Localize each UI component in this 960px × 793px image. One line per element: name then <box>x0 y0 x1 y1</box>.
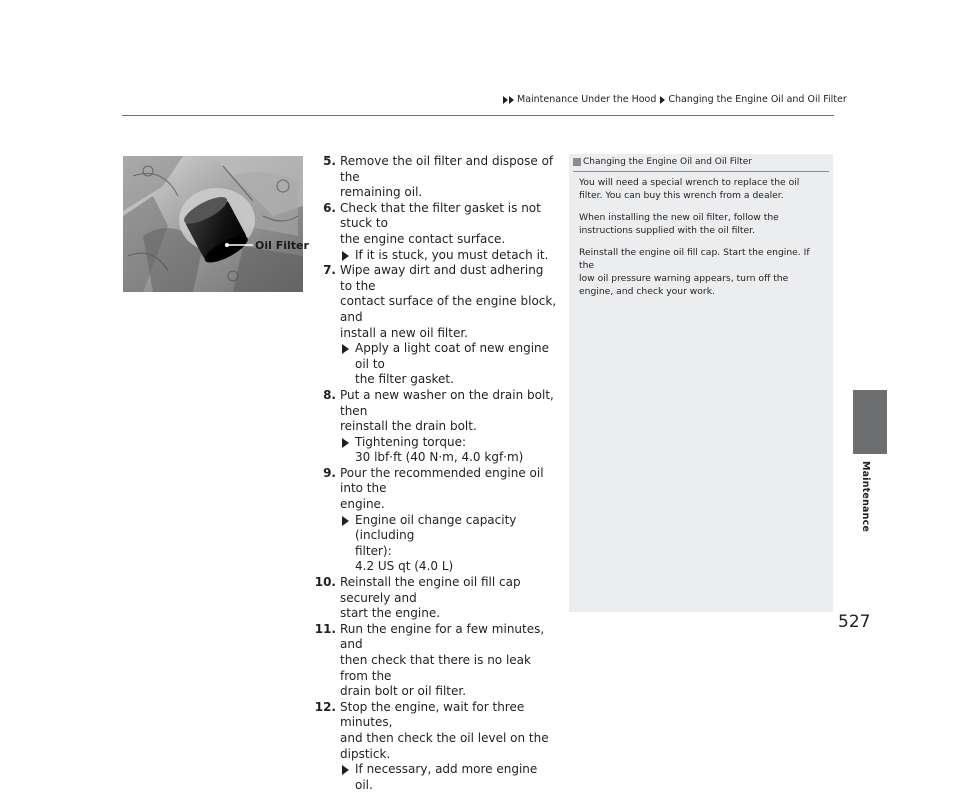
note-arrow-icon <box>342 344 349 354</box>
sidebar-body <box>579 176 827 307</box>
sidebar-text: instructions supplied with the oil filter. <box>579 225 756 236</box>
breadcrumb <box>503 94 847 105</box>
page-number: 527 <box>838 612 871 632</box>
step-text: contact surface of the engine block, and <box>340 294 557 324</box>
sidebar-note <box>569 154 833 612</box>
step-text: Wipe away dirt and dust adhering to the <box>340 263 544 293</box>
breadcrumb-section: Maintenance Under the Hood <box>517 94 657 105</box>
note-arrow-icon <box>342 765 349 775</box>
step-number: 10. <box>314 575 336 590</box>
sidebar-paragraph <box>579 176 827 202</box>
procedure-step <box>310 154 558 201</box>
step-text: Run the engine for a few minutes, and <box>340 621 545 652</box>
step-text: reinstall the drain bolt. <box>340 419 477 434</box>
step-number: 6. <box>323 200 336 215</box>
oil-filter-callout: Oil Filter <box>255 239 309 252</box>
sidebar-text: low oil pressure warning appears, turn off the <box>579 273 789 284</box>
step-note-text: 30 lbf·ft (40 N·m, 4.0 kgf·m) <box>355 450 524 465</box>
step-note <box>310 248 558 264</box>
step-text: install a new oil filter. <box>340 325 468 340</box>
breadcrumb-arrow-icon <box>660 96 665 104</box>
step-text: remaining oil. <box>340 185 423 200</box>
section-tab <box>853 390 887 454</box>
step-number: 7. <box>323 263 336 278</box>
reference-marker-icon <box>573 158 581 166</box>
step-number: 5. <box>323 154 336 168</box>
step-text: Check that the filter gasket is not stuck to <box>340 200 541 231</box>
step-note <box>310 513 558 575</box>
step-number: 9. <box>323 465 336 480</box>
sidebar-text: filter. You can buy this wrench from a dealer. <box>579 190 784 201</box>
section-tab-label: Maintenance <box>860 461 871 533</box>
procedure-steps <box>310 154 558 793</box>
step-text: and then check the oil level on the <box>340 730 549 745</box>
step-note <box>310 341 558 388</box>
procedure-step <box>310 201 558 248</box>
step-text: Pour the recommended engine oil into the <box>340 465 544 496</box>
note-arrow-icon <box>342 251 349 261</box>
procedure-step <box>310 466 558 513</box>
step-number: 11. <box>314 621 336 636</box>
sidebar-text: You will need a special wrench to replace the oil <box>579 177 800 188</box>
step-text: start the engine. <box>340 606 441 621</box>
step-text: Stop the engine, wait for three minutes, <box>340 699 525 730</box>
sidebar-title <box>573 157 752 167</box>
procedure-step <box>310 575 558 622</box>
breadcrumb-arrow-icon <box>509 96 514 104</box>
step-text: the engine contact surface. <box>340 231 506 246</box>
step-note-text: If it is stuck, you must detach it. <box>355 247 549 262</box>
procedure-step <box>310 622 558 700</box>
step-text: engine. <box>340 497 385 512</box>
step-note-text: Tightening torque: <box>355 434 466 449</box>
step-note-text: filter): <box>355 543 392 558</box>
step-text: Remove the oil filter and dispose of the <box>340 154 554 184</box>
sidebar-text: When installing the new oil filter, follow the <box>579 212 779 223</box>
oil-filter-illustration <box>123 156 309 292</box>
sidebar-title-text: Changing the Engine Oil and Oil Filter <box>583 157 753 167</box>
step-note-text: 4.2 US qt (4.0 L) <box>355 559 454 574</box>
breadcrumb-arrow-icon <box>503 96 508 104</box>
procedure-step <box>310 700 558 762</box>
sidebar-paragraph <box>579 211 827 237</box>
note-arrow-icon <box>342 516 349 526</box>
step-text: drain bolt or oil filter. <box>340 684 467 699</box>
step-text: Reinstall the engine oil fill cap securely and <box>340 575 521 605</box>
step-note-text: the filter gasket. <box>355 372 454 387</box>
step-number: 12. <box>314 699 336 714</box>
sidebar-text: Reinstall the engine oil fill cap. Start the engine. If the <box>579 247 810 271</box>
step-note <box>310 435 558 466</box>
breadcrumb-page: Changing the Engine Oil and Oil Filter <box>668 94 847 105</box>
step-text: dipstick. <box>340 746 391 761</box>
step-note-text: Engine oil change capacity (including <box>355 512 517 543</box>
note-arrow-icon <box>342 438 349 448</box>
sidebar-divider <box>573 171 829 172</box>
procedure-step <box>310 388 558 435</box>
step-text: Put a new washer on the drain bolt, then <box>340 387 554 418</box>
step-note <box>310 762 558 793</box>
step-note-text: Apply a light coat of new engine oil to <box>355 341 550 371</box>
sidebar-paragraph <box>579 246 827 298</box>
procedure-step <box>310 263 558 341</box>
header-divider <box>122 115 834 116</box>
sidebar-text: engine, and check your work. <box>579 286 715 297</box>
step-note-text: If necessary, add more engine oil. <box>355 762 538 792</box>
step-text: then check that there is no leak from the <box>340 653 531 683</box>
step-number: 8. <box>323 387 336 402</box>
